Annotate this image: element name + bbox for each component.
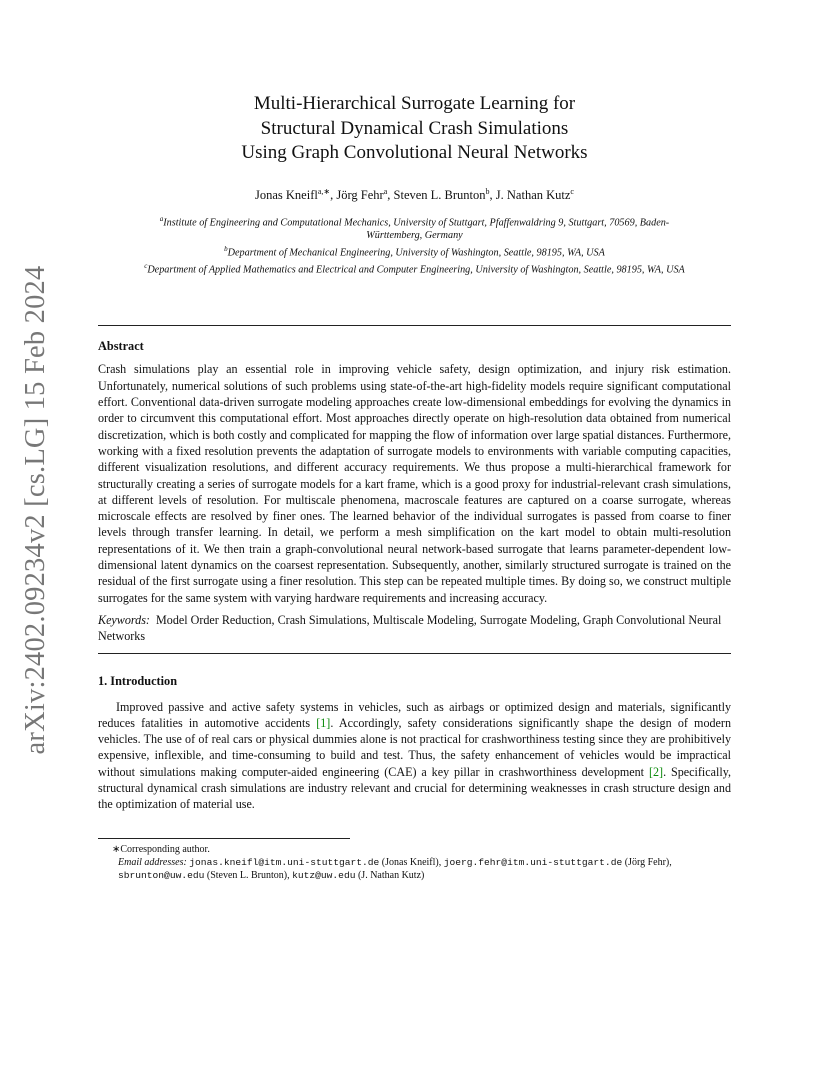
footnote-corresponding: ∗Corresponding author. [112, 843, 210, 855]
email-address[interactable]: kutz@uw.edu [292, 870, 356, 882]
email-label: Email addresses: [118, 856, 187, 868]
paper-page [98, 92, 731, 882]
author-list: Jonas Kneifl$^{a,∗}$, Jörg Fehr$^a$, Steven L. Brunton$^b$, J. Nathan Kutz$^c$ [255, 186, 574, 202]
author-sup: a,∗ [317, 186, 331, 196]
affiliation: $^c$Department of Applied Mathematics and Electrical and Computer Engineering, University of Washington, Seattle, 98195, WA, USA [144, 261, 685, 276]
paper-title [98, 92, 731, 166]
title-line: Structural Dynamical Crash Simulations [260, 117, 569, 139]
author-name: Jörg Fehr [336, 187, 384, 202]
author-name: Jonas Kneifl [255, 187, 318, 202]
keywords [98, 612, 731, 645]
arxiv-id: arXiv:2402.09234v2 [cs.LG] 15 Feb 2024 [20, 265, 51, 755]
abstract-heading: Abstract [98, 339, 144, 354]
citation-link[interactable]: [2] [648, 764, 664, 779]
title-line: Multi-Hierarchical Surrogate Learning for [253, 93, 576, 114]
abstract-text: Crash simulations play an essential role in improving vehicle safety, design optimization, and injury risk estimation. Unfortunately, numerical solutions of such problems using state-of-the-art high-fidelity models require significant computational effort. Conventional data-driven surrogate modeling approaches create low-dimensional embeddings for evolving the dynamics in order to circumvent this computational effort. Most approaches directly operate on high-resolution data obtained from numerical discretization, which is both costly and complicated for mapping the flow of information over large spatial distances. Furthermore, working with a fixed resolution prevents the adaptation of surrogate models to environments with variable computing capacities, different visualization resolutions, and different accuracy requirements. We thus propose a multi-hierarchical framework for structurally creating a series of surrogate models for a kart frame, which is a good proxy for industrial-relevant crash simulations, at different levels of resolution. For multiscale phenomena, macroscale features are captured on a coarse surrogate, whereas microscale effects are resolved by finer ones. The learned behavior of the individual surrogates is passed from coarse to finer levels through transfer learning. In detail, we perform a mesh simplification on the kart model to obtain multi-resolution representations of it. We then train a graph-convolutional neural network-based surrogate that learns parameter-dependent low-dimensional latent dynamics on the coarsest representation. Subsequently, another, similarly structured surrogate is trained on the residual of the first surrogate using a finer resolution. This step can be repeated multiple times. By doing so, we construct multiple surrogates for the same system with varying hardware requirements and increasing accuracy. [98, 362, 731, 605]
footnote-emails: Email addresses: jonas.kneifl@itm.uni-stuttgart.de (Jonas Kneifl), joerg.fehr@itm.uni-stuttgart.de (Jörg Fehr), sbrunton@uw.edu (Steven L. Brunton), kutz@uw.edu (J. Nathan Kutz) [118, 856, 672, 882]
title-line: Using Graph Convolutional Neural Networks [241, 142, 588, 163]
citation-link[interactable]: [1] [316, 715, 331, 730]
email-address[interactable]: joerg.fehr@itm.uni-stuttgart.de [443, 856, 623, 868]
section-heading-introduction: 1. Introduction [98, 673, 178, 688]
author-sup: c [570, 186, 574, 196]
affiliation: $^a$Institute of Engineering and Computational Mechanics, University of Stuttgart, Pfaffenwaldring 9, Stuttgart, 70569, Baden-Württemberg, Germany [159, 214, 670, 242]
email-address[interactable]: sbrunton@uw.edu [118, 870, 205, 882]
author-name: Steven L. Brunton [393, 187, 486, 202]
keywords-label: Keywords: [98, 612, 150, 627]
author-sup: b [485, 186, 490, 196]
author-sup: a [383, 186, 388, 196]
keywords-text: Model Order Reduction, Crash Simulations, Multiscale Modeling, Surrogate Modeling, Graph Convolutional Neural Networks [98, 612, 722, 644]
footnote-rule [98, 838, 350, 839]
affiliation: $^b$Department of Mechanical Engineering, University of Washington, Seattle, 98195, WA, USA [224, 244, 605, 259]
author-name: J. Nathan Kutz [495, 187, 571, 202]
abstract-bottom-rule [98, 653, 731, 654]
abstract-top-rule [98, 325, 731, 326]
affiliations [98, 213, 731, 277]
footnotes [98, 843, 731, 883]
email-address[interactable]: jonas.kneifl@itm.uni-stuttgart.de [189, 856, 380, 868]
introduction-paragraph: Improved passive and active safety systems in vehicles, such as airbags or optimized design and materials, significantly reduces fatalities in automotive accidents [1]. Accordingly, safety considerations significantly shape the design of modern vehicles. The use of of real cars or physical dummies alone is not practical for crashworthiness testing since they are prohibitively expensive, inflexible, and time-consuming to build and test. Thus, the safety enhancement of vehicles would be impractical without simulations making computer-aided engineering (CAE) a key pillar in crashworthiness development [2]. Specifically, structural dynamical crash simulations are industry relevant and crucial for determining weaknesses in crash structure design and the optimization of material use. [98, 699, 731, 812]
arxiv-sidebar-stamp [18, 250, 54, 770]
